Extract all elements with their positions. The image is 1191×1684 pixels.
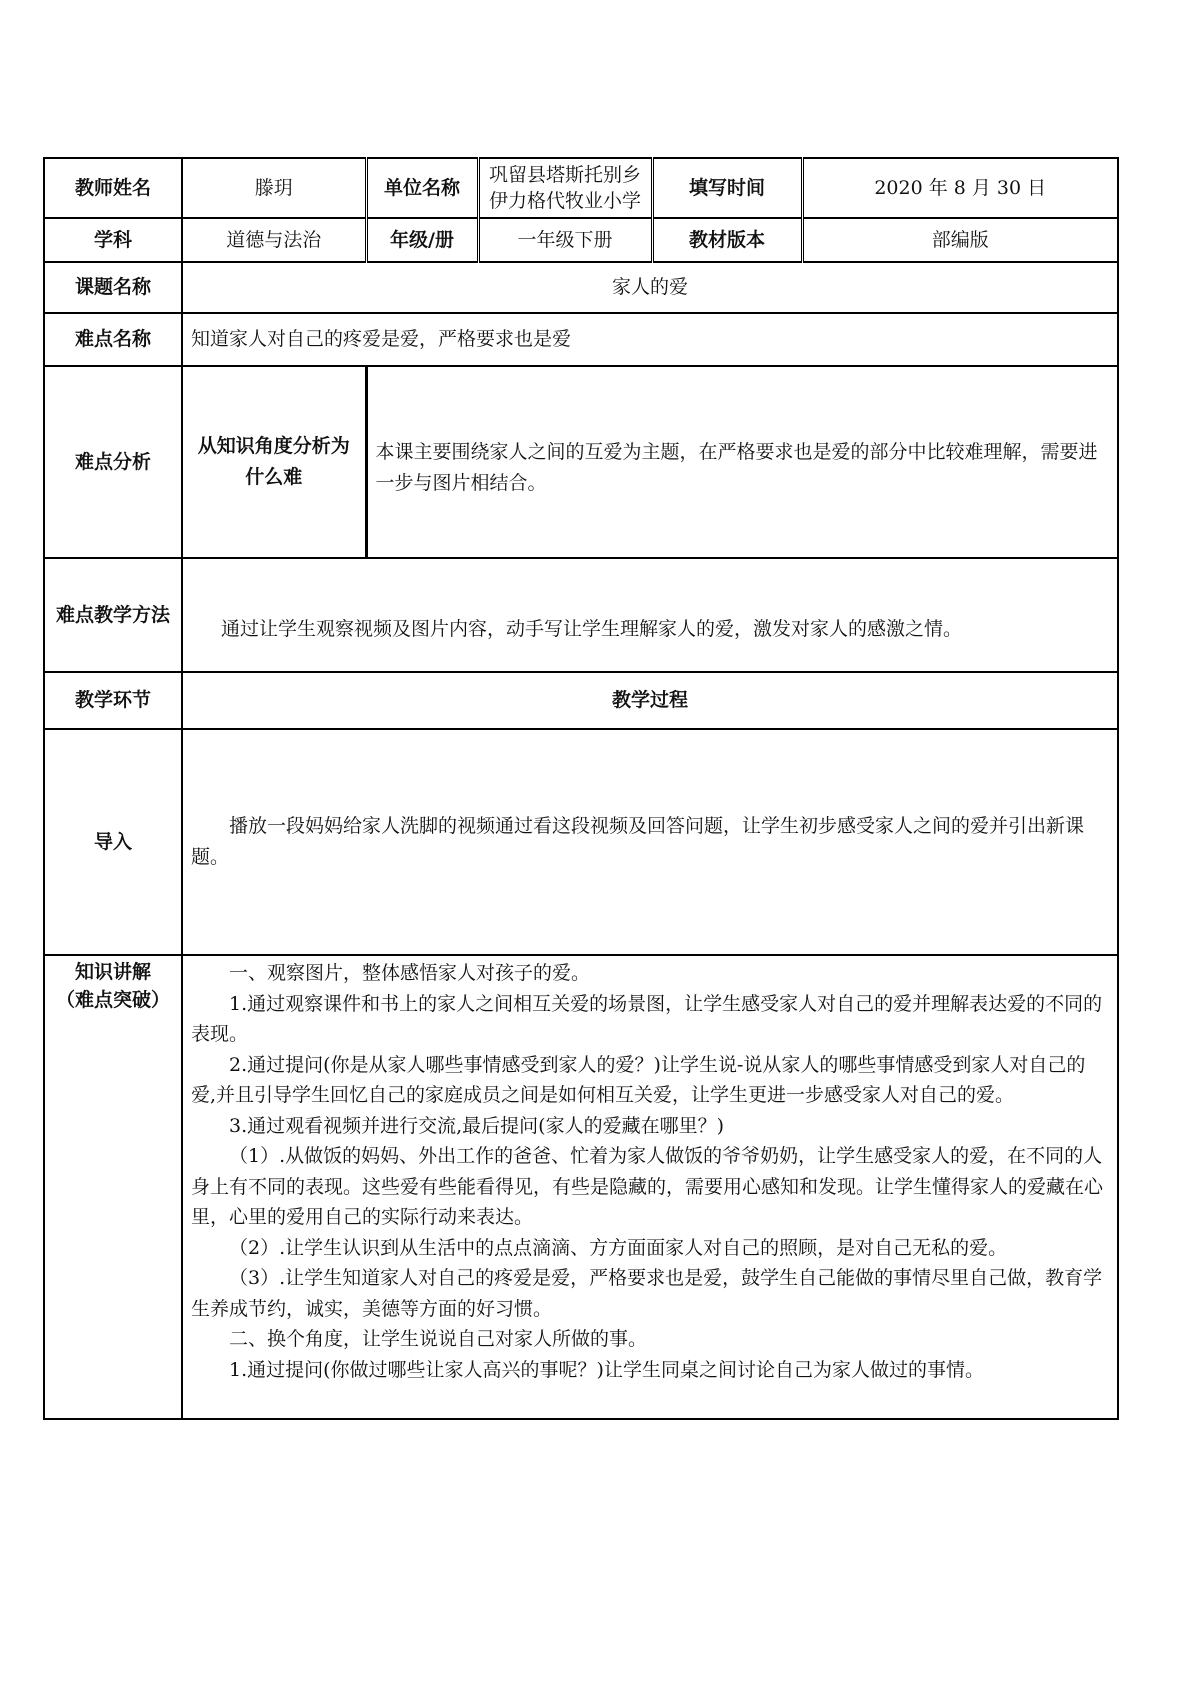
knowledge-paragraph: 二、换个角度，让学生说说自己对家人所做的事。	[229, 1328, 648, 1350]
unit-value: 巩留县塔斯托别乡伊力格代牧业小学	[478, 158, 652, 218]
knowledge-paragraph: 1.通过观察课件和书上的家人之间相互关爱的场景图，让学生感受家人对自己的爱并理解表达爱的不同的表现。	[191, 992, 1103, 1045]
teacher-label: 教师姓名	[44, 158, 182, 218]
knowledge-content	[182, 955, 1118, 1419]
knowledge-row	[44, 955, 1118, 1419]
knowledge-paragraph: 2.通过提问(你是从家人哪些事情感受到家人的爱？)让学生说-说从家人的哪些事情感受到家人对自己的爱,并且引导学生回忆自己的家庭成员之间是如何相互关爱，让学生更进一步感受家人对自己的爱。	[191, 1053, 1086, 1106]
date-label: 填写时间	[652, 158, 802, 218]
knowledge-paragraph: （1）.从做饭的妈妈、外出工作的爸爸、忙着为家人做饭的爷爷奶奶，让学生感受家人的爱，在不同的人身上有不同的表现。这些爱有些能看得见，有些是隐藏的，需要用心感知和发现。让学生懂得家人的爱藏在心里，心里的爱用自己的实际行动来表达。	[191, 1145, 1104, 1228]
difficulty-label: 难点名称	[44, 313, 182, 366]
intro-paragraph: 播放一段妈妈给家人洗脚的视频通过看这段视频及回答问题，让学生初步感受家人之间的爱并引出新课题。	[191, 815, 1085, 868]
intro-value	[182, 729, 1118, 955]
grade-value: 一年级下册	[478, 218, 652, 262]
edition-value: 部编版	[802, 218, 1118, 262]
topic-row	[44, 262, 1118, 313]
process-stage-label: 教学环节	[44, 672, 182, 729]
method-label: 难点教学方法	[44, 558, 182, 672]
analysis-label: 难点分析	[44, 366, 182, 558]
analysis-row	[44, 366, 1118, 558]
knowledge-paragraph: （2）.让学生认识到从生活中的点点滴滴、方方面面家人对自己的照顾，是对自己无私的爱。	[229, 1236, 1008, 1259]
teacher-value: 滕玥	[182, 158, 366, 218]
lesson-plan-sheet	[43, 157, 1117, 1420]
intro-label: 导入	[44, 729, 182, 955]
topic-value: 家人的爱	[182, 262, 1118, 313]
unit-label: 单位名称	[366, 158, 478, 218]
intro-row	[44, 729, 1118, 955]
header-row-1	[44, 158, 1118, 218]
method-row	[44, 558, 1118, 672]
grade-label: 年级/册	[366, 218, 478, 262]
process-header-row	[44, 672, 1118, 729]
subject-value: 道德与法治	[182, 218, 366, 262]
header-row-2	[44, 218, 1118, 262]
knowledge-label-line2: （难点突破）	[55, 989, 170, 1011]
knowledge-paragraph: 一、观察图片，整体感悟家人对孩子的爱。	[229, 962, 591, 984]
knowledge-label	[44, 955, 182, 1419]
subject-label: 学科	[44, 218, 182, 262]
knowledge-label-line1: 知识讲解	[74, 961, 151, 983]
date-value: 2020 年 8 月 30 日	[802, 158, 1118, 218]
method-value: 通过让学生观察视频及图片内容，动手写让学生理解家人的爱，激发对家人的感激之情。	[182, 558, 1118, 672]
knowledge-paragraph: 1.通过提问(你做过哪些让家人高兴的事呢？)让学生同桌之间讨论自己为家人做过的事情。	[229, 1358, 984, 1381]
process-content-label: 教学过程	[182, 672, 1118, 729]
edition-label: 教材版本	[652, 218, 802, 262]
knowledge-paragraph: （3）.让学生知道家人对自己的疼爱是爱，严格要求也是爱，鼓学生自己能做的事情尽里自己做，教育学生养成节约，诚实，美德等方面的好习惯。	[191, 1267, 1103, 1320]
analysis-sub-label: 从知识角度分析为什么难	[182, 366, 366, 558]
lesson-plan-table	[43, 157, 1119, 1420]
topic-label: 课题名称	[44, 262, 182, 313]
difficulty-value: 知道家人对自己的疼爱是爱，严格要求也是爱	[182, 313, 1118, 366]
difficulty-row	[44, 313, 1118, 366]
knowledge-paragraph: 3.通过观看视频并进行交流,最后提问(家人的爱藏在哪里？)	[229, 1114, 724, 1137]
analysis-value: 本课主要围绕家人之间的互爱为主题，在严格要求也是爱的部分中比较难理解，需要进一步与图片相结合。	[366, 366, 1118, 558]
